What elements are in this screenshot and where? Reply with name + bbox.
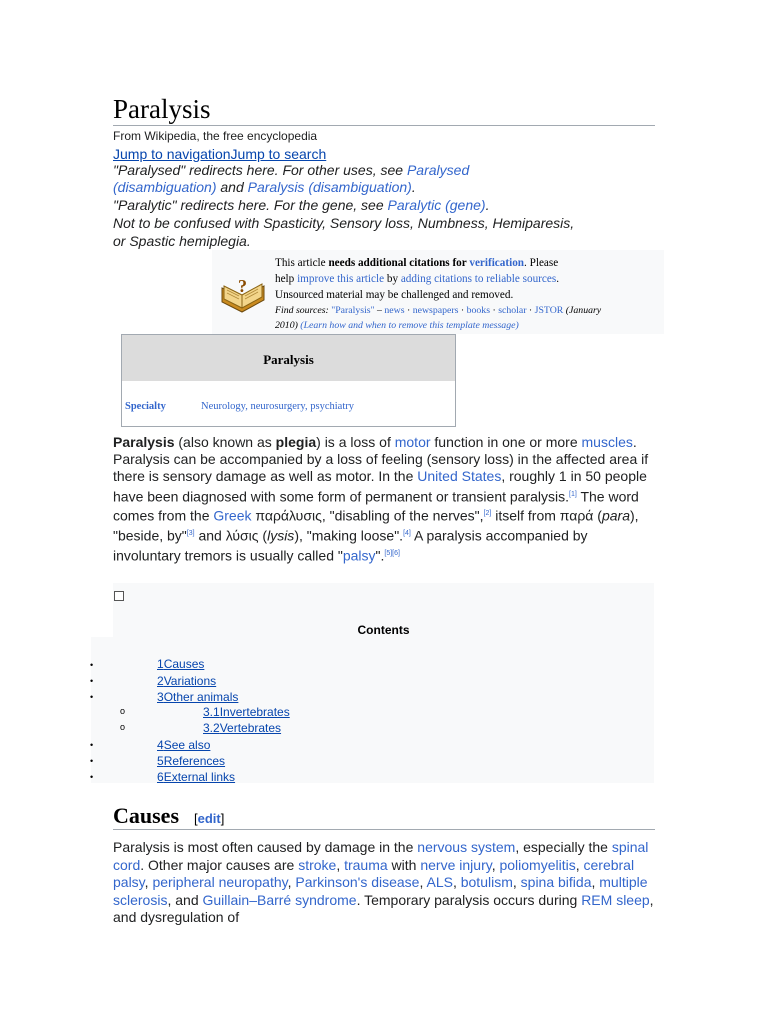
lead-text: and λύσις ( [194,527,268,544]
source-books-link[interactable]: books [466,305,491,316]
paralysis-disambiguation-link[interactable]: Paralysis (disambiguation) [247,179,412,195]
toc-num: 3 [157,690,164,704]
toc-bullet: • [90,660,94,670]
sep: · [404,305,413,316]
causes-text: , [452,874,461,891]
toc-item-references[interactable] [157,754,225,769]
sep: · [458,305,467,316]
causes-edit [194,811,224,826]
hatnote-paralytic [113,197,489,215]
toc-num: 6 [157,770,164,784]
causes-text: with [387,856,421,873]
toc-bullet: • [90,740,94,750]
causes-divider [113,829,655,830]
reference-1[interactable]: [1] [569,490,577,498]
causes-text: , especially the [515,839,612,855]
lead-text: (also known as [174,434,276,450]
causes-text: , [287,874,296,891]
causes-text: Paralysis is most often caused by damage in the [113,839,418,855]
toc-label: Other animals [163,690,239,704]
jump-to-search-link[interactable]: Jump to search [230,146,327,162]
hatnote-text: "Paralysed" redirects here. For other uses, see [113,162,407,178]
muscles-link[interactable]: muscles [581,434,633,450]
toc-item-invertebrates[interactable] [203,705,290,720]
causes-text: , [336,856,345,873]
svg-text:?: ? [238,276,247,296]
adding-citations-link[interactable]: adding citations to reliable sources [400,273,557,285]
lead-text: ) is a loss of [316,434,395,450]
page-title: Paralysis [113,94,211,124]
reference-5-6[interactable]: [5][6] [384,550,400,558]
reference-4[interactable]: [4] [403,530,411,538]
causes-edit-link[interactable]: edit [197,811,221,826]
toc-item-variations[interactable] [157,674,216,689]
causes-text: , and [167,891,203,908]
causes-text: , [512,874,521,891]
causes-text: , and dysregulation of [113,891,654,926]
toc-bullet: • [90,756,94,766]
paralysed-disambiguation-link[interactable]: Paralysed [406,162,470,178]
hatnote-text: and [216,179,248,195]
source-scholar-link[interactable]: scholar [498,305,527,316]
hatnote-text: . [411,179,416,195]
citation-needed-text [275,255,660,333]
paralysed-disambiguation-link-cont[interactable]: (disambiguation) [113,179,217,195]
lead-text: παράλυσις, "disabling of the nerves", [251,508,484,525]
source-news-link[interactable]: news [384,305,405,316]
toc-item-other-animals[interactable] [157,690,238,705]
toc-box-left [91,637,113,783]
infobox-title: Paralysis [263,352,314,367]
lead-text: itself from παρά ( [491,508,602,525]
ambox-date: 2010) [275,320,298,331]
poliomyelitis-link[interactable]: poliomyelitis [499,856,576,873]
hatnote-confused-2: or Spastic hemiplegia. [113,233,251,249]
ambox-text: help [275,273,298,285]
hatnote-confused: Not to be confused with Spasticity, Sensory loss, Numbness, Hemiparesis, [113,215,575,231]
toc-num: 3.2 [203,721,220,735]
toc-sub-bullet: o [120,722,126,732]
hatnote-paralysed-2 [113,179,416,197]
nervous-system-link[interactable]: nervous system [417,839,516,855]
toc-label: Vertebrates [219,721,282,735]
learn-remove-template-link[interactable]: (Learn how and when to remove this template message) [297,320,519,331]
toc-label: References [163,754,226,768]
source-jstor-link[interactable]: JSTOR [534,305,564,316]
ambox-date: (January [563,305,602,316]
bracket: ] [220,811,225,826]
source-paralysis-link[interactable]: "Paralysis" [331,305,375,316]
united-states-link[interactable]: United States [417,468,502,485]
toc-bullet: • [90,676,94,686]
spina-bifida-link[interactable]: spina bifida [520,874,592,891]
toc-title: Contents [357,623,410,637]
motor-link[interactable]: motor [394,434,431,450]
causes-text: , [144,874,153,891]
peripheral-neuropathy-link[interactable]: peripheral neuropathy [152,874,288,891]
improve-article-link[interactable]: improve this article [297,273,385,285]
title-divider [113,125,655,126]
causes-text: . Temporary paralysis occurs during [356,891,582,908]
toc-bullet: • [90,772,94,782]
toc-num: 4 [157,738,164,752]
greek-link[interactable]: Greek [213,508,252,525]
hatnote-text: "Paralytic" redirects here. For the gene, see [113,197,388,213]
stroke-link[interactable]: stroke [298,856,337,873]
causes-text: , [491,856,500,873]
toc-num: 5 [157,754,164,768]
paralytic-gene-link[interactable]: Paralytic (gene) [387,197,486,213]
toc-item-causes[interactable] [157,657,204,672]
ambox-text: This article [275,257,329,269]
toc-item-see-also[interactable] [157,738,210,753]
infobox-specialty-label[interactable]: Specialty [125,401,166,412]
ambox-text: . [556,273,559,285]
causes-paragraph [113,839,658,927]
causes-heading: Causes [113,803,180,828]
lead-bold: plegia [275,434,317,450]
source-newspapers-link[interactable]: newspapers [412,305,459,316]
trauma-link[interactable]: trauma [344,856,388,873]
ambox-text: by [384,273,401,285]
toc-item-external-links[interactable] [157,770,235,785]
causes-text: , [575,856,584,873]
tagline: From Wikipedia, the free encyclopedia [113,129,318,143]
reference-2[interactable]: [2] [483,510,492,518]
lead-text: ". [375,547,385,564]
nerve-injury-link[interactable]: nerve injury [420,856,492,873]
lead-paragraph [113,434,658,565]
guillain-barre-link[interactable]: Guillain–Barré syndrome [202,891,357,908]
lead-text: . Paralysis can be accompanied by a loss of feeling (sensory loss) in the affected area if there is sensory damage as well as motor. In the [113,434,649,485]
ambox-bold: needs additional citations for [328,257,470,269]
bracket: [ [194,811,198,826]
rem-sleep-link[interactable]: REM sleep [581,891,650,908]
infobox-specialty-value[interactable]: Neurology, neurosurgery, psychiatry [201,401,354,412]
toc-num: 1 [157,657,164,671]
lead-italic: para [601,508,630,525]
hatnote-text: . [485,197,490,213]
lead-text: A paralysis accompanied by involuntary tremors is usually called " [113,527,588,564]
lead-text: The word comes from the [113,488,639,525]
toc-bullet: • [90,692,94,702]
causes-text: , [591,874,600,891]
jump-to-navigation-link[interactable]: Jump to navigation [113,146,231,162]
palsy-link[interactable]: palsy [342,547,376,564]
toc-item-vertebrates[interactable] [203,721,281,736]
spinal-cord-link[interactable]: spinal cord [113,839,649,873]
toc-toggle-checkbox[interactable] [114,591,124,601]
verification-link[interactable]: verification [469,257,525,269]
toc-num: 2 [157,674,164,688]
lead-text: , roughly 1 in 50 people have been diagnosed with some form of permanent or transient paralysis. [113,468,647,505]
toc-label: External links [163,770,236,784]
ambox-unsourced: Unsourced material may be challenged and removed. [275,289,514,301]
toc-sub-bullet: o [120,706,126,716]
toc-label: See also [163,738,211,752]
lead-bold: Paralysis [113,434,175,450]
parkinsons-disease-link[interactable]: Parkinson's disease [295,874,420,891]
toc-label: Causes [163,657,205,671]
botulism-link[interactable]: botulism [460,874,513,891]
sep: – [374,305,385,316]
reference-3[interactable]: [3] [186,530,195,538]
multiple-sclerosis-link[interactable]: multiple sclerosis [113,874,648,908]
book-question-icon [218,270,268,316]
lead-text: ), "making loose". [294,527,404,544]
ambox-text: . Please [524,257,559,269]
hatnote-paralysed [113,162,469,180]
jump-links [113,145,326,163]
toc-label: Variations [163,674,217,688]
cerebral-palsy-link[interactable]: cerebral palsy [113,856,635,891]
causes-text: . Other major causes are [140,856,299,873]
lead-italic: lysis [267,527,295,544]
sep: · [526,305,535,316]
sep: · [490,305,499,316]
find-sources-label: Find sources: [275,305,332,316]
toc-label: Invertebrates [219,705,290,719]
lead-text: function in one or more [430,434,582,450]
lead-text: ), "beside, by" [113,508,639,544]
als-link[interactable]: ALS [426,874,453,891]
causes-text: , [419,874,427,891]
toc-num: 3.1 [203,705,220,719]
